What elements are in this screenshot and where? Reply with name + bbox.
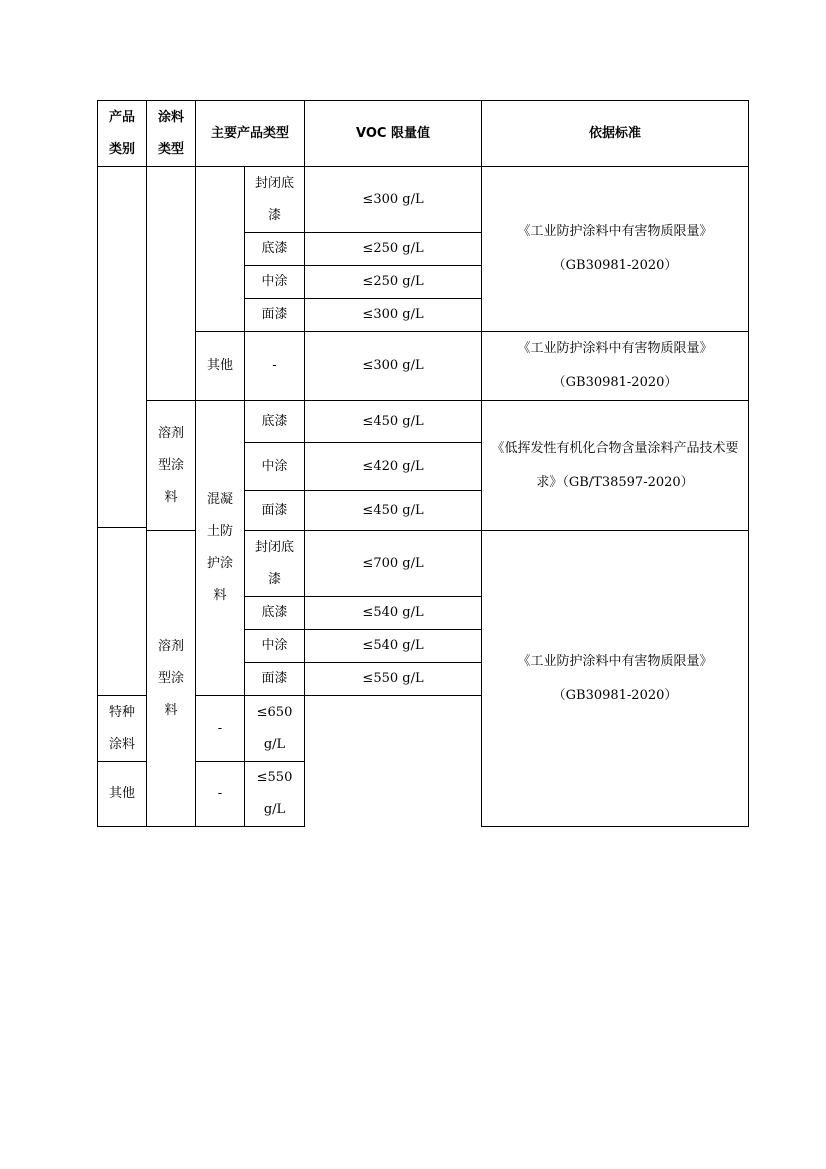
- voc-value-cell: ≤300 g/L: [305, 332, 482, 401]
- voc-value-cell: ≤250 g/L: [305, 266, 482, 299]
- table-row: [98, 167, 749, 233]
- header-product-category: 产品类别: [98, 101, 147, 167]
- sub-type-cell: 封闭底漆: [245, 531, 305, 597]
- voc-value-cell: ≤300 g/L: [305, 167, 482, 233]
- main-product-cell: 其他: [98, 762, 147, 827]
- voc-value-cell: ≤540 g/L: [305, 630, 482, 663]
- header-main-product-type: 主要产品类型: [196, 101, 305, 167]
- sub-type-cell: -: [245, 332, 305, 401]
- sub-type-cell: 底漆: [245, 233, 305, 266]
- standard-cell: 《工业防护涂料中有害物质限量》 （GB30981-2020）: [482, 332, 749, 401]
- standard-cell: 《工业防护涂料中有害物质限量》 （GB30981-2020）: [482, 167, 749, 332]
- voc-value-cell: ≤540 g/L: [305, 597, 482, 630]
- main-product-cell: 其他: [196, 332, 245, 401]
- table-row: [98, 332, 749, 401]
- voc-value-cell: ≤420 g/L: [305, 443, 482, 491]
- voc-limit-table: [97, 100, 749, 827]
- header-standard: 依据标准: [482, 101, 749, 167]
- voc-value-cell: ≤450 g/L: [305, 401, 482, 443]
- header-coating-type: 涂料类型: [147, 101, 196, 167]
- sub-type-cell: 面漆: [245, 663, 305, 696]
- sub-type-cell: 中涂: [245, 630, 305, 663]
- voc-value-cell: ≤450 g/L: [305, 491, 482, 531]
- sub-type-cell: -: [196, 762, 245, 827]
- voc-value-cell: ≤700 g/L: [305, 531, 482, 597]
- standard-cell: 《工业防护涂料中有害物质限量》 （GB30981-2020）: [482, 531, 749, 827]
- sub-type-cell: 面漆: [245, 491, 305, 531]
- main-product-cell: [196, 167, 245, 332]
- voc-value-cell: ≤650 g/L: [245, 696, 305, 762]
- voc-value-cell: ≤250 g/L: [305, 233, 482, 266]
- sub-type-cell: 中涂: [245, 266, 305, 299]
- coating-type-cell: [147, 167, 196, 401]
- product-category-cell: [98, 167, 147, 696]
- header-row: [98, 101, 749, 167]
- sub-type-cell: 面漆: [245, 299, 305, 332]
- header-voc-limit: VOC 限量值: [305, 101, 482, 167]
- standard-cell: 《低挥发性有机化合物含量涂料产品技术要求》（GB/T38597-2020）: [482, 401, 749, 531]
- table-row: [98, 401, 749, 443]
- category-divider: [97, 527, 147, 528]
- sub-type-cell: 中涂: [245, 443, 305, 491]
- voc-value-cell: ≤300 g/L: [305, 299, 482, 332]
- table-row: [98, 531, 749, 597]
- sub-type-cell: -: [196, 696, 245, 762]
- main-product-cell: 特种涂料: [98, 696, 147, 762]
- main-product-cell: 混凝土防护涂料: [196, 401, 245, 696]
- voc-value-cell: ≤550 g/L: [245, 762, 305, 827]
- sub-type-cell: 底漆: [245, 401, 305, 443]
- sub-type-cell: 封闭底漆: [245, 167, 305, 233]
- voc-value-cell: ≤550 g/L: [305, 663, 482, 696]
- sub-type-cell: 底漆: [245, 597, 305, 630]
- coating-type-cell: 溶剂型涂料: [147, 401, 196, 531]
- coating-type-cell: 溶剂型涂料: [147, 531, 196, 827]
